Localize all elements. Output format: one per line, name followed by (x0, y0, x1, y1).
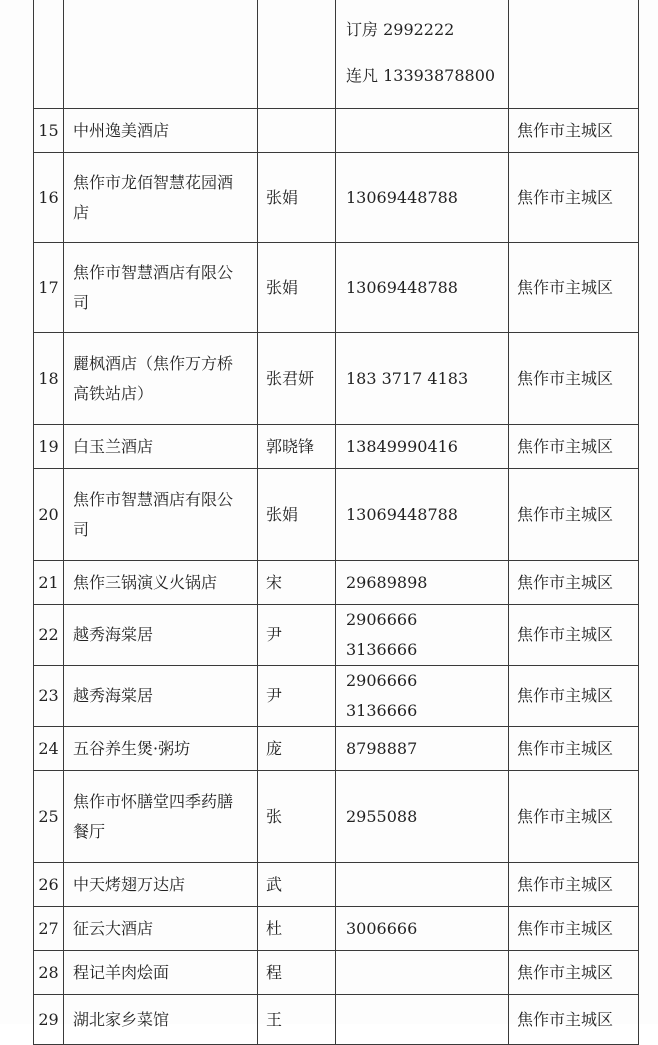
contact-cell (258, 605, 336, 666)
phone-number: 2906666 (346, 610, 418, 629)
no-cell (34, 469, 64, 561)
table-row (34, 153, 639, 243)
phone-number: 2906666 (346, 671, 418, 690)
phone-number: 8798887 (346, 738, 418, 758)
contact-cell (258, 243, 336, 333)
row-number: 26 (38, 874, 59, 894)
no-cell (34, 771, 64, 863)
phone-number: 183 3717 4183 (346, 368, 469, 388)
contact-cell (258, 995, 336, 1045)
contact-cell (258, 469, 336, 561)
name-cell (64, 951, 258, 995)
phone-cell (336, 425, 509, 469)
merchant-name-line: 湖北家乡菜馆 (73, 1009, 170, 1029)
area-name: 焦作市主城区 (517, 918, 614, 938)
contact-cell (258, 863, 336, 907)
contact-person: 张君妍 (266, 368, 315, 388)
table-row (34, 951, 639, 995)
name-cell (64, 561, 258, 605)
contact-cell (258, 951, 336, 995)
contact-cell (258, 771, 336, 863)
name-cell (64, 605, 258, 666)
phone-line: 连凡 13393878800 (346, 65, 496, 85)
phone-number: 3136666 (346, 701, 418, 720)
contact-person: 张娟 (266, 504, 299, 524)
area-name: 焦作市主城区 (517, 120, 614, 140)
contact-cell (258, 109, 336, 153)
phone-cell (336, 727, 509, 771)
table-row (34, 333, 639, 425)
merchant-name-line: 餐厅 (73, 821, 106, 841)
phone-cell (336, 771, 509, 863)
contact-cell (258, 153, 336, 243)
row-number: 25 (38, 806, 59, 826)
phone-line: 订房 2992222 (346, 19, 455, 39)
merchant-name-line: 中天烤翅万达店 (73, 874, 186, 894)
area-name: 焦作市主城区 (517, 962, 614, 982)
name-cell (64, 666, 258, 727)
no-cell (34, 333, 64, 425)
merchant-table (33, 0, 639, 1045)
contact-person: 张娟 (266, 277, 299, 297)
phone-number: 2955088 (346, 806, 418, 826)
phone-cell (336, 333, 509, 425)
merchant-name-line: 五谷养生煲·粥坊 (73, 738, 191, 758)
contact-cell (258, 666, 336, 727)
area-name: 焦作市主城区 (517, 1009, 614, 1029)
contact-person: 张 (266, 806, 283, 826)
table-row (34, 727, 639, 771)
row-number: 21 (38, 572, 59, 592)
contact-person: 宋 (266, 572, 283, 592)
area-name: 焦作市主城区 (517, 368, 614, 388)
area-cell (509, 425, 639, 469)
contact-person: 郭晓锋 (266, 436, 315, 456)
contact-cell (258, 0, 336, 109)
merchant-name-line: 白玉兰酒店 (73, 436, 154, 456)
no-cell (34, 995, 64, 1045)
name-cell (64, 333, 258, 425)
table-row (34, 995, 639, 1045)
contact-person: 尹 (266, 625, 283, 644)
area-name: 焦作市主城区 (517, 277, 614, 297)
area-name: 焦作市主城区 (517, 572, 614, 592)
table-row (34, 425, 639, 469)
phone-cell (336, 907, 509, 951)
no-cell (34, 153, 64, 243)
contact-cell (258, 907, 336, 951)
name-cell (64, 727, 258, 771)
table-row-continued (34, 0, 639, 109)
name-cell (64, 863, 258, 907)
contact-person: 庞 (266, 738, 283, 758)
merchant-name-line: 麗枫酒店（焦作万方桥 (73, 353, 234, 373)
row-number: 23 (38, 686, 59, 705)
no-cell (34, 666, 64, 727)
row-number: 20 (38, 504, 59, 524)
contact-person: 程 (266, 962, 283, 982)
merchant-name-line: 征云大酒店 (73, 918, 154, 938)
area-cell (509, 863, 639, 907)
area-cell (509, 109, 639, 153)
merchant-name-line: 焦作三锅演义火锅店 (73, 572, 218, 592)
table-row (34, 771, 639, 863)
phone-cell (336, 243, 509, 333)
phone-cell (336, 153, 509, 243)
area-cell (509, 0, 639, 109)
row-number: 27 (38, 918, 59, 938)
area-cell (509, 771, 639, 863)
row-number: 16 (38, 187, 59, 207)
contact-cell (258, 727, 336, 771)
contact-cell (258, 425, 336, 469)
row-number: 24 (38, 738, 59, 758)
phone-cell (336, 561, 509, 605)
contact-cell (258, 561, 336, 605)
area-name: 焦作市主城区 (517, 806, 614, 826)
name-cell (64, 243, 258, 333)
area-cell (509, 561, 639, 605)
area-cell (509, 995, 639, 1045)
phone-cell (336, 995, 509, 1045)
phone-number: 3136666 (346, 640, 418, 659)
phone-cell (336, 0, 509, 109)
table-row (34, 863, 639, 907)
contact-person: 尹 (266, 686, 283, 705)
contact-person: 王 (266, 1009, 283, 1029)
merchant-name-line: 越秀海棠居 (73, 686, 154, 705)
merchant-name-line: 程记羊肉烩面 (73, 962, 170, 982)
merchant-name-line: 焦作市智慧酒店有限公 (73, 262, 234, 282)
merchant-name-line: 焦作市怀膳堂四季药膳 (73, 791, 234, 811)
phone-number: 29689898 (346, 572, 428, 592)
row-number: 18 (38, 368, 59, 388)
table-row (34, 469, 639, 561)
area-cell (509, 907, 639, 951)
table-row (34, 561, 639, 605)
row-number: 28 (38, 962, 59, 982)
area-cell (509, 469, 639, 561)
no-cell (34, 425, 64, 469)
name-cell (64, 907, 258, 951)
no-cell (34, 109, 64, 153)
name-cell (64, 469, 258, 561)
name-cell (64, 995, 258, 1045)
area-name: 焦作市主城区 (517, 874, 614, 894)
area-name: 焦作市主城区 (517, 187, 614, 207)
area-name: 焦作市主城区 (517, 686, 614, 705)
row-number: 22 (38, 625, 59, 644)
contact-person: 杜 (266, 918, 283, 938)
area-cell (509, 605, 639, 666)
area-cell (509, 727, 639, 771)
merchant-name-line: 高铁站店） (73, 383, 154, 403)
phone-cell (336, 469, 509, 561)
phone-number: 13069448788 (346, 504, 458, 524)
name-cell (64, 0, 258, 109)
row-number: 17 (38, 277, 59, 297)
contact-cell (258, 333, 336, 425)
area-name: 焦作市主城区 (517, 504, 614, 524)
merchant-name-line: 店 (73, 202, 90, 222)
merchant-name-line: 司 (73, 519, 90, 539)
area-name: 焦作市主城区 (517, 436, 614, 456)
phone-cell (336, 951, 509, 995)
no-cell (34, 605, 64, 666)
table-row (34, 666, 639, 727)
name-cell (64, 109, 258, 153)
table-row (34, 243, 639, 333)
name-cell (64, 771, 258, 863)
phone-cell (336, 605, 509, 666)
merchant-name-line: 越秀海棠居 (73, 625, 154, 644)
phone-number: 13849990416 (346, 436, 458, 456)
no-cell (34, 951, 64, 995)
name-cell (64, 425, 258, 469)
row-number: 15 (38, 120, 59, 140)
row-number: 29 (38, 1009, 59, 1029)
phone-number: 13069448788 (346, 187, 458, 207)
area-name: 焦作市主城区 (517, 738, 614, 758)
table-row (34, 605, 639, 666)
phone-cell (336, 109, 509, 153)
area-name: 焦作市主城区 (517, 625, 614, 644)
area-cell (509, 243, 639, 333)
no-cell (34, 863, 64, 907)
phone-number: 13069448788 (346, 277, 458, 297)
table-row (34, 109, 639, 153)
area-cell (509, 153, 639, 243)
no-cell (34, 243, 64, 333)
no-cell (34, 561, 64, 605)
no-cell (34, 907, 64, 951)
area-cell (509, 951, 639, 995)
phone-cell (336, 863, 509, 907)
table-row (34, 907, 639, 951)
no-cell (34, 0, 64, 109)
area-cell (509, 333, 639, 425)
row-number: 19 (38, 436, 59, 456)
contact-person: 张娟 (266, 187, 299, 207)
merchant-name-line: 焦作市龙佰智慧花园酒 (73, 172, 234, 192)
area-cell (509, 666, 639, 727)
merchant-name-line: 中州逸美酒店 (73, 120, 170, 140)
merchant-name-line: 司 (73, 292, 90, 312)
contact-person: 武 (266, 874, 283, 894)
phone-number: 3006666 (346, 918, 418, 938)
name-cell (64, 153, 258, 243)
merchant-name-line: 焦作市智慧酒店有限公 (73, 489, 234, 509)
phone-cell (336, 666, 509, 727)
no-cell (34, 727, 64, 771)
